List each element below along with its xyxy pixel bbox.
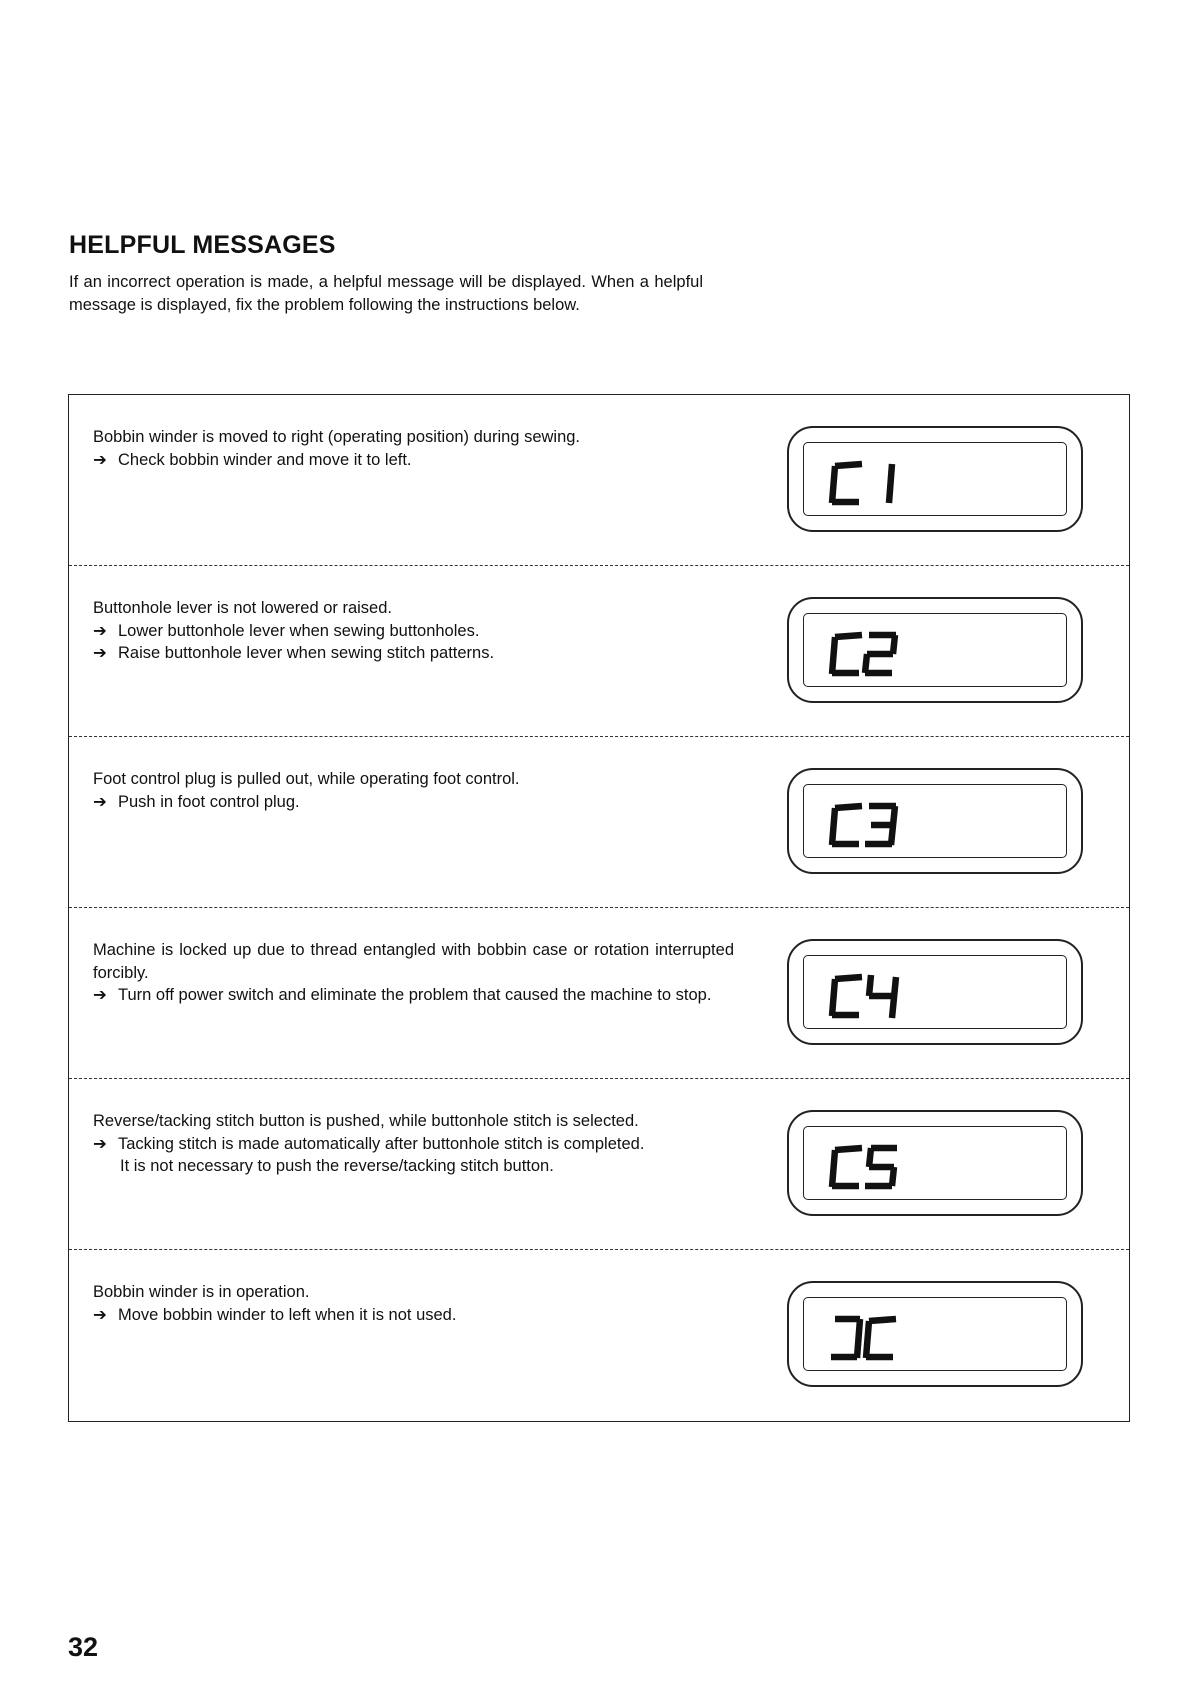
message-remedy: ➔ Turn off power switch and eliminate the problem that caused the machine to stop. xyxy=(93,984,734,1007)
arrow-right-icon: ➔ xyxy=(93,792,107,811)
message-text xyxy=(93,1281,734,1326)
message-text xyxy=(93,597,734,665)
arrow-right-icon: ➔ xyxy=(93,1134,107,1153)
message-row-jc xyxy=(69,1250,1129,1420)
message-text xyxy=(93,768,734,813)
lcd-display xyxy=(787,939,1083,1045)
lcd-display xyxy=(787,1281,1083,1387)
lcd-code-c2 xyxy=(805,613,1069,693)
message-cause: Machine is locked up due to thread entangled with bobbin case or rotation interrupted forcibly. xyxy=(93,941,734,982)
message-row-c5 xyxy=(69,1079,1129,1249)
arrow-right-icon: ➔ xyxy=(93,644,107,662)
message-remedy: ➔ Lower buttonhole lever when sewing buttonholes. xyxy=(93,620,734,643)
arrow-right-icon: ➔ xyxy=(93,450,107,469)
arrow-right-icon: ➔ xyxy=(93,621,107,640)
lcd-code-jc xyxy=(805,1297,1069,1377)
lcd-code-c3 xyxy=(805,784,1069,864)
lcd-display xyxy=(787,768,1083,874)
message-cause: Foot control plug is pulled out, while operating foot control. xyxy=(93,770,520,788)
message-row-c1 xyxy=(69,395,1129,565)
lcd-display xyxy=(787,597,1083,703)
message-text xyxy=(93,1110,734,1178)
message-row-c4 xyxy=(69,908,1129,1078)
lcd-display xyxy=(787,1110,1083,1216)
message-remedy: ➔ Check bobbin winder and move it to left. xyxy=(93,449,734,472)
message-row-c2 xyxy=(69,566,1129,736)
message-cause: Buttonhole lever is not lowered or raised. xyxy=(93,599,392,617)
message-cause: Bobbin winder is in operation. xyxy=(93,1283,310,1301)
lcd-code-c5 xyxy=(805,1126,1069,1206)
lcd-code-c1 xyxy=(805,442,1069,522)
message-note: It is not necessary to push the reverse/tacking stitch button. xyxy=(120,1157,554,1175)
intro-paragraph: If an incorrect operation is made, a helpful message will be displayed. When a helpful message is displayed, fix the problem following the instructions below. xyxy=(69,273,703,314)
message-row-c3 xyxy=(69,737,1129,907)
arrow-right-icon: ➔ xyxy=(93,1305,107,1324)
message-remedy: ➔ Push in foot control plug. xyxy=(93,791,734,814)
message-cause: Bobbin winder is moved to right (operating position) during sewing. xyxy=(93,428,581,446)
arrow-right-icon: ➔ xyxy=(93,986,107,1004)
message-remedy: ➔ Tacking stitch is made automatically after buttonhole stitch is completed. xyxy=(93,1133,734,1156)
page-number: 32 xyxy=(68,1632,99,1662)
message-remedy: ➔ Raise buttonhole lever when sewing stitch patterns. xyxy=(93,642,734,665)
message-text xyxy=(93,939,734,1007)
page-title: HELPFUL MESSAGES xyxy=(69,231,336,259)
lcd-code-c4 xyxy=(805,955,1069,1035)
messages-table xyxy=(68,394,1130,1422)
message-cause: Reverse/tacking stitch button is pushed, while buttonhole stitch is selected. xyxy=(93,1112,639,1130)
lcd-display xyxy=(787,426,1083,532)
message-text xyxy=(93,426,734,471)
message-remedy: ➔ Move bobbin winder to left when it is not used. xyxy=(93,1304,734,1327)
